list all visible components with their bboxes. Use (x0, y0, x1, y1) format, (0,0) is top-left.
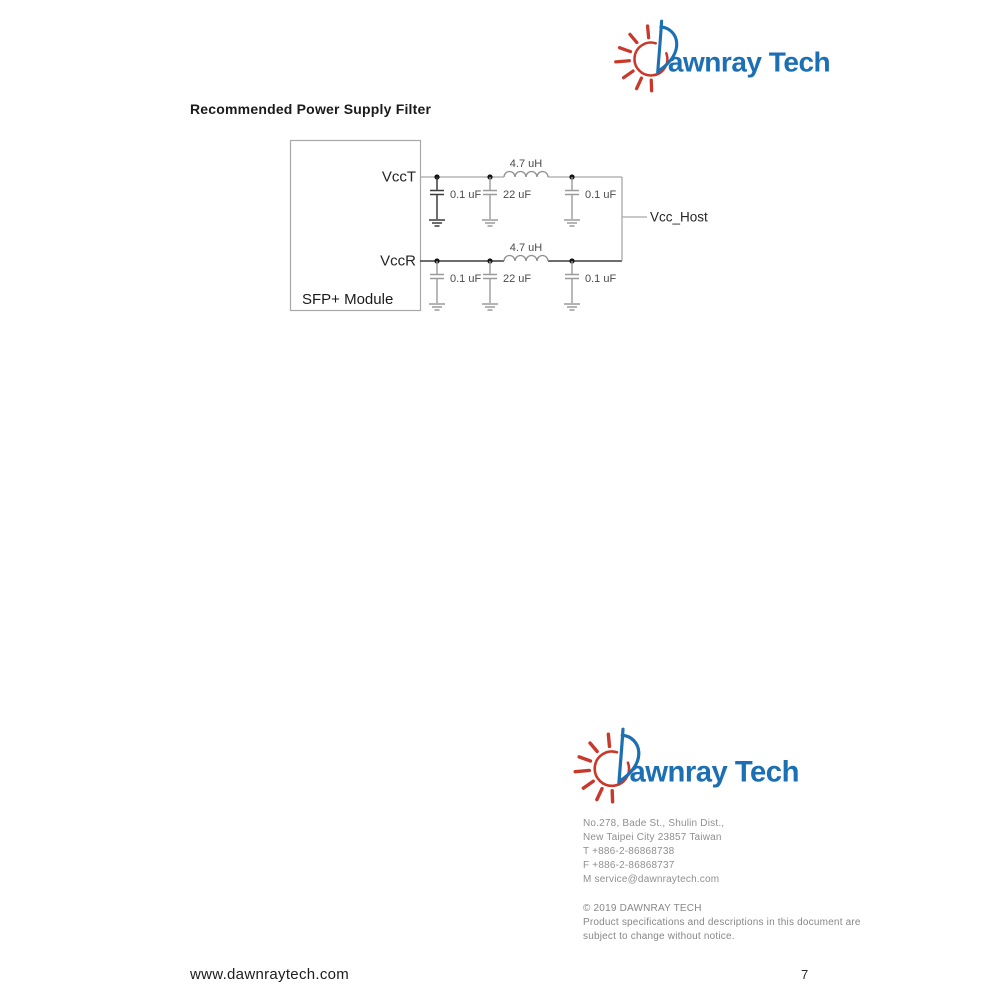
ground-icon (429, 304, 445, 310)
inductor-value-bottom: 4.7 uH (509, 242, 543, 254)
ground-icon (482, 304, 498, 310)
power-filter-schematic (280, 130, 720, 320)
contact-email: M service@dawnraytech.com (583, 874, 720, 885)
capacitor-symbol (429, 261, 445, 310)
ground-icon (482, 220, 498, 226)
capacitor-value: 0.1 uF (450, 189, 482, 201)
company-logo-bottom (565, 724, 807, 805)
pin-label-vcct: VccT (381, 168, 416, 186)
capacitor-value: 22 uF (503, 189, 532, 201)
ground-icon (564, 220, 580, 226)
inductor-symbol-top (504, 172, 548, 178)
capacitor-value: 0.1 uF (450, 273, 482, 285)
capacitors-bottom-row (429, 261, 580, 310)
ground-icon (429, 220, 445, 226)
footer-website: www.dawnraytech.com (190, 966, 350, 983)
section-heading: Recommended Power Supply Filter (190, 101, 432, 117)
company-logo-top (606, 16, 838, 94)
contact-block (583, 817, 724, 887)
contact-phone: T +886-2-86868738 (583, 846, 675, 857)
legal-block (583, 902, 861, 944)
module-label: SFP+ Module (302, 291, 394, 308)
capacitor-symbol (482, 261, 498, 310)
pin-label-vccr: VccR (380, 252, 416, 270)
contact-fax: F +886-2-86868737 (583, 860, 675, 871)
logo-wordmark: awnray Tech (629, 756, 799, 789)
capacitor-symbol (482, 177, 498, 226)
vcc-host-label: Vcc_Host (650, 209, 708, 225)
capacitors-top-row (429, 177, 580, 226)
contact-address-line: No.278, Bade St., Shulin Dist., (583, 818, 725, 829)
sfp-module-box (291, 141, 421, 311)
inductor-symbol-bottom (504, 256, 548, 262)
logo-wordmark: awnray Tech (667, 46, 831, 78)
ground-icon (564, 304, 580, 310)
contact-address-line: New Taipei City 23857 Taiwan (583, 832, 722, 843)
notice-line: subject to change without notice. (583, 931, 735, 942)
capacitor-symbol (429, 177, 445, 226)
footer-page-number: 7 (801, 967, 809, 982)
capacitor-value: 0.1 uF (585, 273, 617, 285)
copyright-line: © 2019 DAWNRAY TECH (583, 903, 702, 914)
capacitor-symbol (564, 177, 580, 226)
junction-dots (434, 174, 574, 263)
notice-line: Product specifications and descriptions in this document are (583, 917, 861, 928)
capacitor-value: 0.1 uF (585, 189, 617, 201)
inductor-value-top: 4.7 uH (509, 158, 543, 170)
capacitor-symbol (564, 261, 580, 310)
capacitor-value: 22 uF (503, 273, 532, 285)
